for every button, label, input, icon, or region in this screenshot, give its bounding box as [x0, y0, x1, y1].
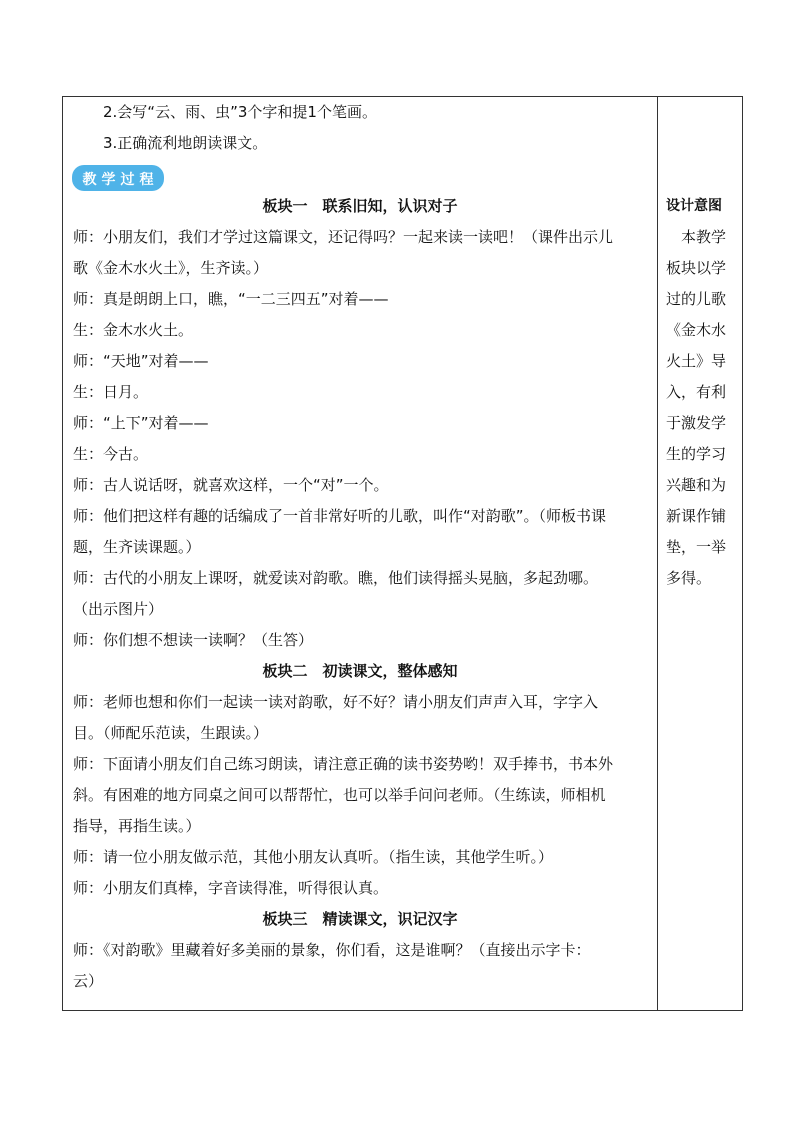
block1-line: 生：今古。	[73, 445, 149, 463]
design-intent-column	[658, 97, 743, 1010]
badge-char: 程	[139, 172, 154, 188]
block2-line: 师：老师也想和你们一起读一读对韵歌，好不好？请小朋友们声声入耳，字字入	[73, 693, 599, 711]
block3-line: 师：《对韵歌》里藏着好多美丽的景象，你们看，这是谁啊？（直接出示字卡：	[73, 941, 591, 959]
design-intent-title: 设计意图	[666, 198, 722, 214]
objective-2: 2.会写“云、雨、虫”3个字和提1个笔画。	[103, 103, 377, 121]
block1-line: 师：古人说话呀，就喜欢这样，一个“对”一个。	[73, 476, 389, 494]
block1-line: 师：小朋友们，我们才学过这篇课文，还记得吗？一起来读一读吧！（课件出示儿	[73, 228, 614, 246]
block2-heading: 板块二 初读课文，整体感知	[262, 662, 458, 680]
design-intent-line: 多得。	[666, 569, 712, 587]
block1-line: 师：古代的小朋友上课呀，就爱读对韵歌。瞧，他们读得摇头晃脑，多起劲哪。	[73, 569, 599, 587]
teaching-content-column	[63, 97, 658, 1010]
block1-line: 师：他们把这样有趣的话编成了一首非常好听的儿歌，叫作“对韵歌”。（师板书课	[73, 507, 607, 525]
design-intent-line: 新课作铺	[666, 507, 727, 525]
design-intent-line: 入，有利	[666, 383, 727, 401]
design-intent-line: 《金木水	[666, 321, 727, 339]
block3-line: 云）	[73, 972, 104, 990]
block1-line: 生：日月。	[73, 383, 149, 401]
block1-line: 生：金木水火土。	[73, 321, 194, 339]
block3-heading: 板块三 精读课文，识记汉字	[262, 910, 458, 928]
block1-line: 师：真是朗朗上口，瞧，“一二三四五”对着——	[73, 290, 389, 308]
design-intent-line: 生的学习	[666, 445, 727, 463]
design-intent-line: 火土》导	[666, 352, 727, 370]
block1-line: （出示图片）	[73, 600, 164, 618]
lesson-plan-table	[62, 96, 743, 1011]
badge-char: 教	[82, 172, 97, 188]
badge-char: 学	[101, 172, 116, 188]
block2-line: 师：请一位小朋友做示范，其他小朋友认真听。（指生读，其他学生听。）	[73, 848, 554, 866]
design-intent-line: 垫，一举	[666, 538, 727, 556]
block2-line: 斜。有困难的地方同桌之间可以帮帮忙，也可以举手问问老师。（生练读，师相机	[73, 786, 606, 804]
block1-line: 歌《金木水火土》，生齐读。）	[73, 259, 269, 277]
block1-line: 师：你们想不想读一读啊？（生答）	[73, 631, 314, 649]
block2-line: 指导，再指生读。）	[73, 817, 201, 835]
design-intent-line: 于激发学	[666, 414, 727, 432]
block2-line: 师：下面请小朋友们自己练习朗读，请注意正确的读书姿势哟！双手捧书，书本外	[73, 755, 614, 773]
block1-line: 师：“天地”对着——	[73, 352, 209, 370]
block1-line: 师：“上下”对着——	[73, 414, 209, 432]
teaching-process-badge	[72, 165, 164, 191]
block2-line: 目。（师配乐范读，生跟读。）	[73, 724, 269, 742]
design-intent-line: 板块以学	[666, 259, 727, 277]
block1-heading: 板块一 联系旧知，认识对子	[262, 197, 458, 215]
design-intent-line: 本教学	[666, 228, 727, 246]
design-intent-line: 兴趣和为	[666, 476, 727, 494]
block1-line: 题，生齐读课题。）	[73, 538, 201, 556]
block2-line: 师：小朋友们真棒，字音读得准，听得很认真。	[73, 879, 389, 897]
design-intent-line: 过的儿歌	[666, 290, 727, 308]
badge-char: 过	[120, 172, 135, 188]
objective-3: 3.正确流利地朗读课文。	[103, 134, 268, 152]
